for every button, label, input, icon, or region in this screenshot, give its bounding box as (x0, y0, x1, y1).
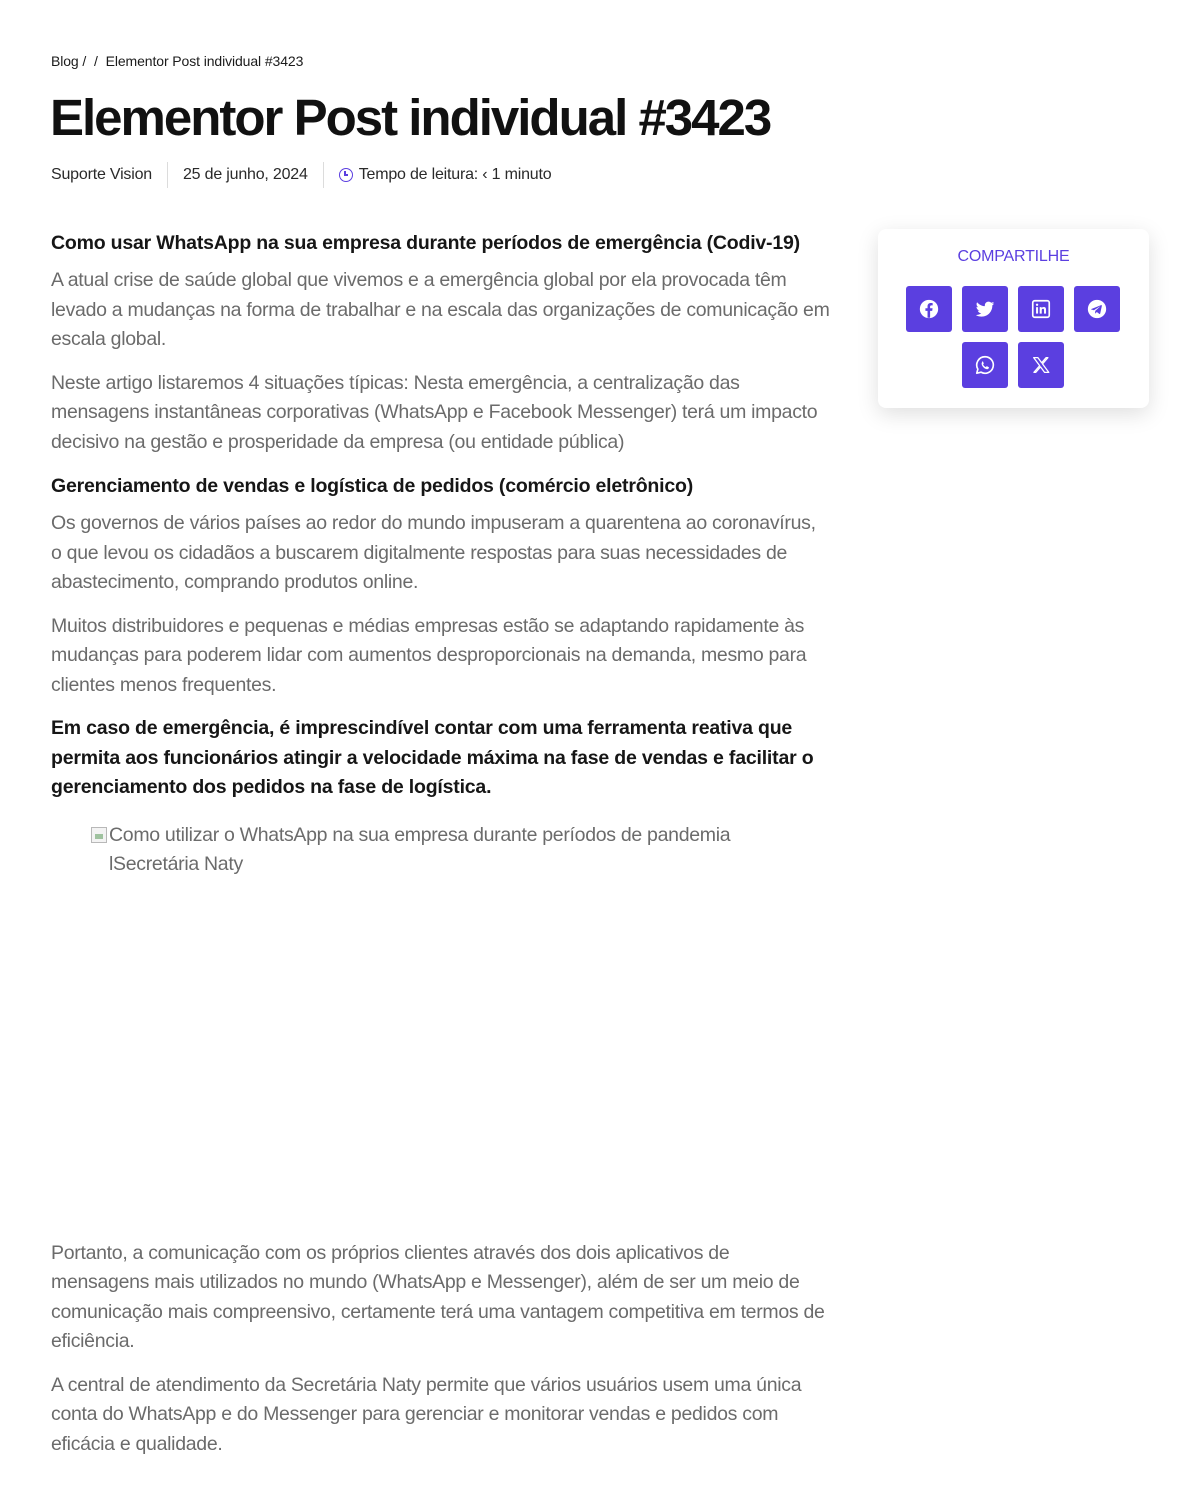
share-card (878, 229, 1149, 408)
article-heading: Gerenciamento de vendas e logística de pedidos (comércio eletrônico) (51, 475, 694, 497)
reading-time-label: Tempo de leitura: ‹ 1 minuto (358, 166, 552, 183)
twitter-icon (974, 298, 996, 320)
share-facebook-button[interactable] (906, 286, 952, 332)
x-icon (1030, 354, 1052, 376)
share-twitter-button[interactable] (962, 286, 1008, 332)
article-paragraph: Os governos de vários países ao redor do mundo impuseram a quarentena ao coronavírus, o que levou os cidadãos a buscarem digitalmente respostas para suas necessidades de abastecimento, comprando produtos online. (51, 512, 816, 593)
article-paragraph: Neste artigo listaremos 4 situações típicas: Nesta emergência, a centralização das mensagens instantâneas corporativas (WhatsApp e Facebook Messenger) terá um impacto decisivo na gestão e prosperidade da empresa (ou entidade pública) (51, 371, 818, 453)
share-title: COMPARTILHE (957, 248, 1070, 265)
meta-divider (167, 162, 168, 188)
article-image (91, 821, 811, 1239)
post-author[interactable]: Suporte Vision (51, 166, 152, 183)
meta-divider (323, 162, 324, 188)
reading-time (339, 162, 552, 188)
telegram-icon (1086, 298, 1108, 320)
broken-image-icon (91, 827, 107, 843)
article-paragraph: A atual crise de saúde global que vivemos e a emergência global por ela provocada têm levado a mudanças na forma de trabalhar e na escala das organizações de comunicação em escala global. (51, 269, 830, 350)
share-telegram-button[interactable] (1074, 286, 1120, 332)
article-image-alt-text: Como utilizar o WhatsApp na sua empresa durante períodos de pandemia lSecretária Naty (109, 823, 731, 875)
post-date: 25 de junho, 2024 (182, 166, 308, 183)
clock-icon (339, 168, 353, 182)
breadcrumb-current: Elementor Post individual #3423 (105, 53, 304, 69)
article-content (51, 228, 831, 1473)
article-heading: Como usar WhatsApp na sua empresa durante períodos de emergência (Codiv-19) (51, 232, 800, 254)
breadcrumb-blog-link[interactable]: Blog / (51, 53, 87, 69)
whatsapp-icon (974, 354, 996, 376)
post-meta (51, 162, 551, 188)
share-whatsapp-button[interactable] (962, 342, 1008, 388)
share-linkedin-button[interactable] (1018, 286, 1064, 332)
article-paragraph: Portanto, a comunicação com os próprios clientes através dos dois aplicativos de mensagens mais utilizados no mundo (WhatsApp e Messenger), além de ser um meio de comunicação mais compreensivo, certamente terá uma vantagem competitiva em termos de eficiência. (51, 1241, 825, 1352)
facebook-icon (918, 298, 940, 320)
page-title: Elementor Post individual #3423 (50, 89, 771, 146)
article-paragraph: A central de atendimento da Secretária Naty permite que vários usuários usem uma única conta do WhatsApp e do Messenger para gerenciar e monitorar vendas e pedidos com eficácia e qualidade. (51, 1373, 802, 1455)
breadcrumb (51, 53, 303, 69)
article-emphasis-paragraph: Em caso de emergência, é imprescindível contar com uma ferramenta reativa que permita aos funcionários atingir a velocidade máxima na fase de vendas e facilitar o gerenciamento dos pedidos na fase de logística. (51, 717, 814, 798)
breadcrumb-separator: / (94, 53, 98, 69)
share-x-button[interactable] (1018, 342, 1064, 388)
article-paragraph: Muitos distribuidores e pequenas e médias empresas estão se adaptando rapidamente às mudanças para poderem lidar com aumentos desproporcionais na demanda, mesmo para clientes menos frequentes. (51, 614, 807, 696)
linkedin-icon (1030, 298, 1052, 320)
